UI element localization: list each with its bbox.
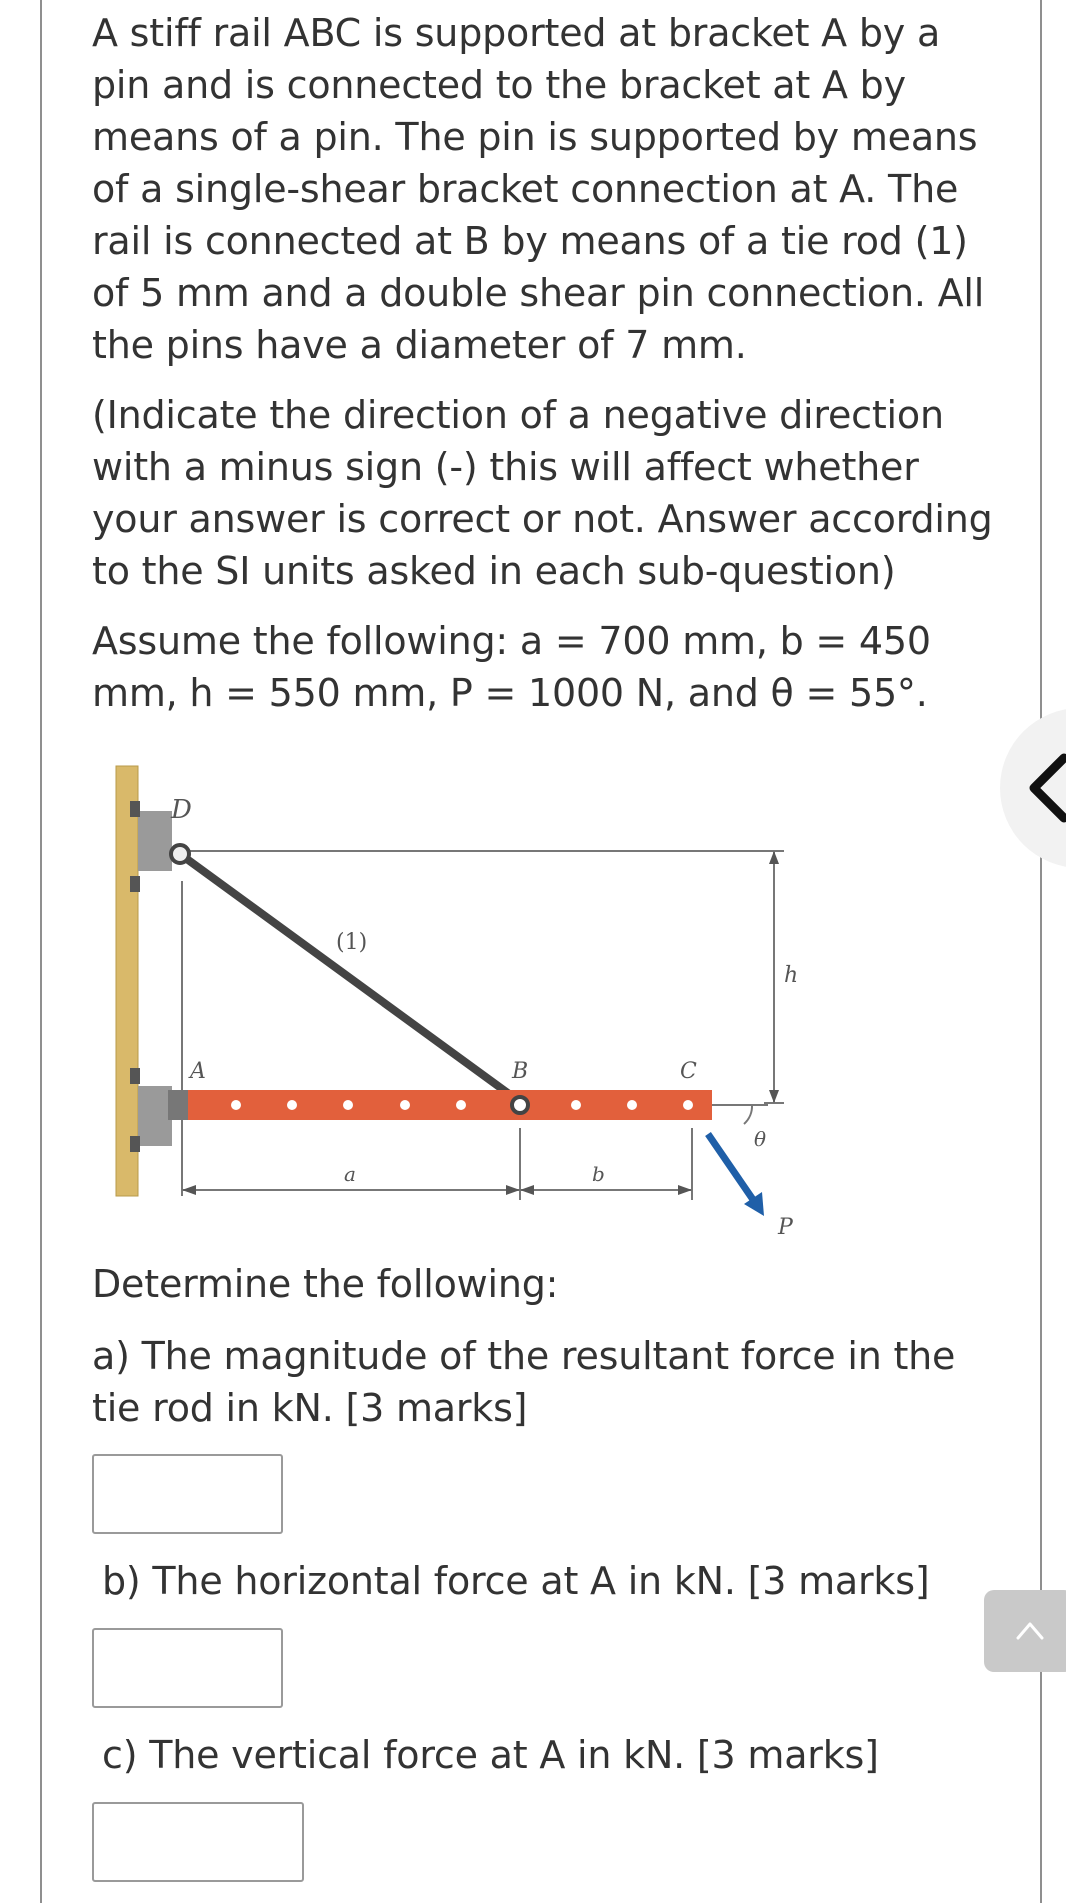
question-paragraph-1: A stiff rail ABC is supported at bracket A by a pin and is connected to the bracket at A by means of a pin. The pin is supported by means of a single-shear bracket connection at A. The rail is connected at B by means of a tie rod (1) of 5 mm and a double shear pin connection. All the pins have a diameter of 7 mm. [92, 11, 985, 367]
answer-b-input[interactable] [92, 1628, 283, 1708]
pin-b [512, 1097, 528, 1113]
side-panel-tab[interactable] [1000, 708, 1066, 868]
chevron-up-icon [1014, 1616, 1046, 1644]
label-h: h [784, 963, 799, 988]
label-theta: θ [754, 1127, 767, 1151]
label-a-dim: a [344, 1162, 356, 1186]
bracket-a [138, 1086, 172, 1146]
question-paragraph-3: Assume the following: a = 700 mm, b = 450 mm, h = 550 mm, P = 1000 N, and θ = 55°. [92, 619, 931, 715]
label-rod: (1) [336, 930, 368, 955]
label-d: D [171, 795, 192, 825]
part-b-text: b) The horizontal force at A in kN. [3 marks] [102, 1559, 930, 1603]
part-a-text: a) The magnitude of the resultant force in the tie rod in kN. [3 marks] [92, 1334, 956, 1430]
wall [116, 766, 138, 1196]
rail-diagram [108, 756, 828, 1241]
page-border-left [40, 0, 42, 1903]
label-b-point: B [512, 1059, 529, 1084]
answer-a-input[interactable] [92, 1454, 283, 1534]
scroll-to-top-button[interactable] [984, 1590, 1066, 1672]
tie-rod [180, 854, 520, 1102]
bracket-d [138, 811, 172, 871]
question-paragraph-2: (Indicate the direction of a negative direction with a minus sign (-) this will affect whether your answer is correct or not. Answer according to the SI units asked in each sub-question) [92, 393, 993, 593]
label-c-point: C [680, 1059, 697, 1084]
label-b-dim: b [592, 1162, 605, 1186]
answer-c-input[interactable] [92, 1802, 304, 1882]
determine-heading: Determine the following: [92, 1262, 559, 1306]
label-p: P [778, 1215, 793, 1240]
label-a-point: A [190, 1059, 206, 1084]
chevron-left-icon [1026, 752, 1066, 824]
force-p-arrow [708, 1134, 756, 1204]
part-c-text: c) The vertical force at A in kN. [3 marks] [102, 1733, 879, 1777]
